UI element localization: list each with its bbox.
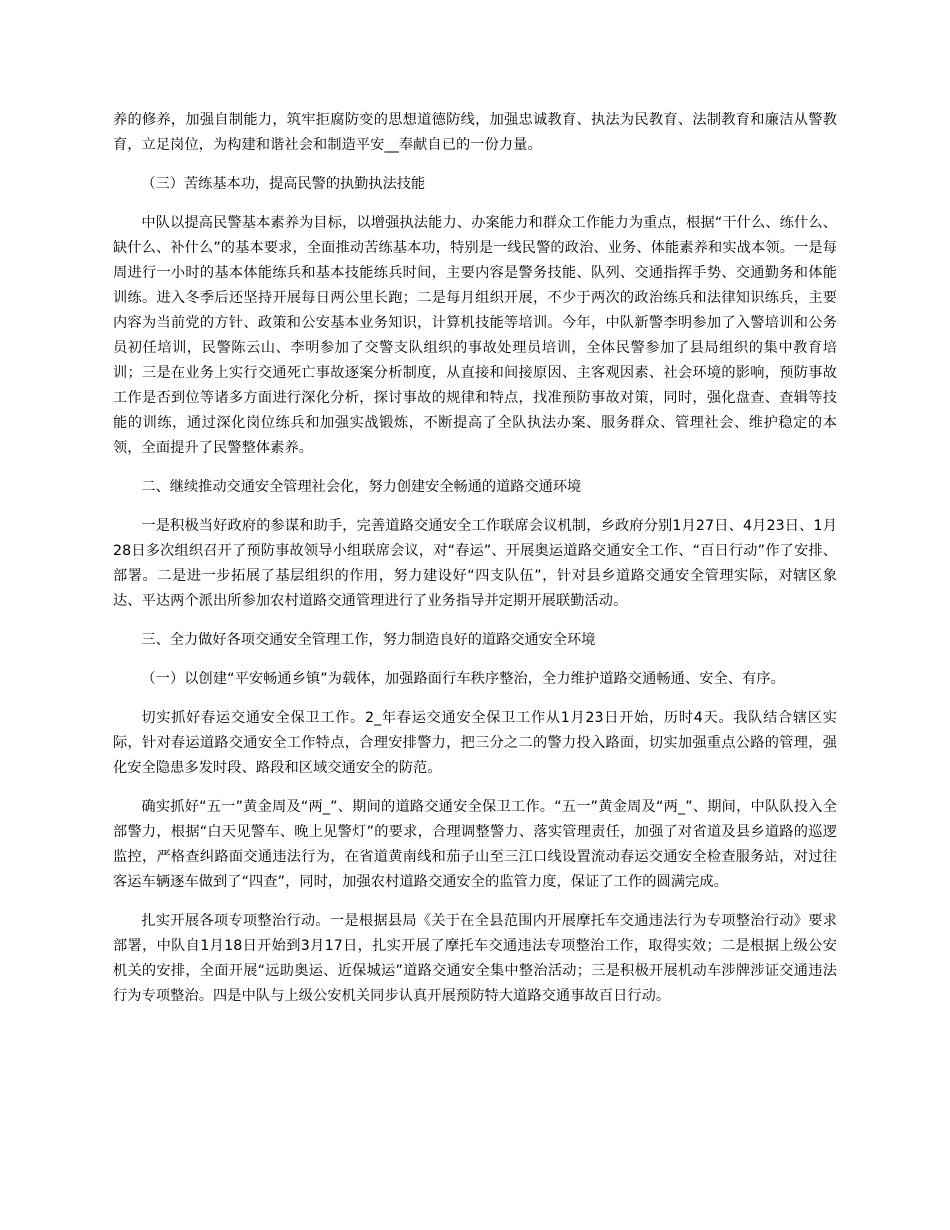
section-heading-socialization: 二、继续推动交通安全管理社会化，努力创建安全畅通的道路交通环境 bbox=[141, 479, 582, 495]
paragraph-continuation: 养的修养，加强自制能力，筑牢拒腐防变的思想道德防线，加强忠诚教育、执法为民教育、法制教育和廉洁从警教育，立足岗位，为构建和谐社会和制造平安__奉献自已的一份力量。 bbox=[113, 112, 837, 153]
paragraph-safe-towns: （一）以创建“平安畅通乡镇”为载体，加强路面行车秩序整治，全力维护道路交通畅通、安全、有序。 bbox=[141, 671, 785, 687]
paragraph-may-day: 确实抓好“五一”黄金周及“两_”、期间的道路交通安全保卫工作。“五一”黄金周及“两_”、期间，中队队投入全部警力，根据“白天见警车、晚上见警灯”的要求，合理调整警力、落实管理责任，加强了对省道及县乡道路的巡逻监控，严格查纠路面交通违法行为，在省道黄南线和茄子山至三江口线设置流动春运交通安全检查服务站，对过往客运车辆逐车做到了“四查”，同时，加强农村道路交通安全的监管力度，保证了工作的圆满完成。 bbox=[113, 799, 837, 890]
section-heading-skills: （三）苦练基本功，提高民警的执勤执法技能 bbox=[141, 176, 426, 192]
paragraph-special-actions: 扎实开展各项专项整治行动。一是根据县局《关于在全县范围内开展摩托车交通违法行为专项整治行动》要求部署，中队自1月18日开始到3月17日，扎实开展了摩托车交通违法专项整治工作，取得实效；二是根据上级公安机关的安排，全面开展“远助奥运、近保城运”道路交通安全集中整治活动；三是积极开展机动车涉牌涉证交通违法行为专项整治。四是中队与上级公安机关同步认真开展预防特大道路交通事故百日行动。 bbox=[113, 913, 837, 1004]
document-body bbox=[113, 108, 837, 1023]
paragraph-training: 中队以提高民警基本素养为目标，以增强执法能力、办案能力和群众工作能力为重点，根据“干什么、练什么、缺什么、补什么”的基本要求，全面推动苦练基本功，特别是一线民警的政治、业务、体能素养和实战本领。一是每周进行一小时的基本体能练兵和基本技能练兵时间，主要内容是警务技能、队列、交通指挥手势、交通勤务和体能训练。进入冬季后还坚持开展每日两公里长跑；二是每月组织开展，不少于两次的政治练兵和法律知识练兵，主要内容为当前党的方针、政策和公安基本业务知识，计算机技能等培训。今年，中队新警李明参加了入警培训和公务员初任培训，民警陈云山、李明参加了交警支队组织的事故处理员培训，全体民警参加了县局组织的集中教育培训；三是在业务上实行交通死亡事故逐案分析制度，从直接和间接原因、主客观因素、社会环境的影响，预防事故工作是否到位等诸多方面进行深化分析，探讨事故的规律和特点，找准预防事故对策，同时，强化盘查、查辑等技能的训练，通过深化岗位练兵和加强实战锻炼，不断提高了全队执法办案、服务群众、管理社会、维护稳定的本领，全面提升了民警整体素养。 bbox=[113, 215, 837, 456]
paragraph-spring-festival: 切实抓好春运交通安全保卫工作。2_年春运交通安全保卫工作从1月23日开始，历时4天。我队结合辖区实际，针对春运道路交通安全工作特点，合理安排警力，把三分之二的警力投入路面，切实加强重点公路的管理，强化安全隐患多发时段、路段和区域交通安全的防范。 bbox=[113, 710, 837, 776]
paragraph-government: 一是积极当好政府的参谋和助手，完善道路交通安全工作联席会议机制，乡政府分别1月27日、4月23日、1月28日多次组织召开了预防事故领导小组联席会议，对“春运”、开展奥运道路交通安全工作、“百日行动”作了安排、部署。二是进一步拓展了基层组织的作用，努力建设好“四支队伍”，针对县乡道路交通安全管理实际，对辖区象达、平达两个派出所参加农村道路交通管理进行了业务指导并定期开展联勤活动。 bbox=[113, 518, 837, 609]
section-heading-management: 三、全力做好各项交通安全管理工作，努力制造良好的道路交通安全环境 bbox=[141, 632, 596, 648]
